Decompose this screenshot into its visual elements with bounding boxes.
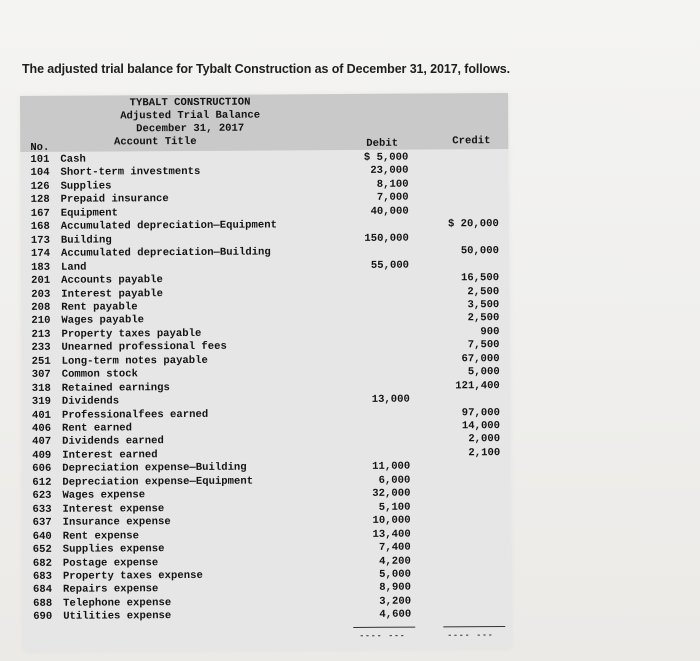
account-number: 174 (30, 247, 51, 261)
credit-amount: 16,500 (460, 272, 500, 285)
account-number: 104 (30, 167, 50, 180)
col-debit: Debit (366, 137, 399, 150)
debit-total-rule (353, 627, 415, 630)
account-number: 173 (30, 234, 50, 247)
debit-amount: 150,000 (364, 232, 409, 245)
account-title: Depreciation expense—Building (62, 461, 247, 476)
debit-total-placeholder: ---- --- (359, 631, 406, 641)
account-number: 128 (30, 194, 50, 207)
account-title: Repairs expense (62, 583, 159, 597)
debit-amount: 8,900 (379, 582, 412, 595)
statement-name: Adjusted Trial Balance (120, 109, 261, 123)
credit-amount: 3,500 (467, 299, 500, 312)
account-number: 251 (31, 355, 51, 368)
account-title: Rent earned (61, 422, 133, 435)
account-title: Land (61, 261, 87, 274)
debit-amount: 40,000 (370, 205, 409, 218)
credit-total-placeholder: ---- --- (447, 631, 494, 641)
account-title: Rent payable (61, 301, 138, 314)
account-title: Accumulated depreciation—Building (60, 246, 271, 260)
account-title: Prepaid insurance (60, 193, 169, 207)
credit-amount: 2,000 (468, 433, 501, 446)
account-title: Supplies expense (62, 543, 165, 556)
credit-amount: 2,500 (467, 312, 500, 325)
account-title: Interest payable (61, 287, 163, 301)
account-title: Short-term investments (60, 166, 201, 180)
account-title: Interest earned (62, 449, 158, 462)
account-title: Wages expense (62, 489, 146, 502)
account-title: Long-term notes payable (61, 354, 208, 368)
account-title: Rent expense (62, 529, 140, 543)
account-number: 612 (32, 476, 52, 489)
credit-amount: 5,000 (467, 366, 500, 379)
account-number: 633 (32, 503, 52, 516)
debit-amount: 13,400 (372, 528, 411, 541)
account-number: 213 (31, 328, 51, 341)
account-title: Accounts payable (61, 274, 163, 287)
debit-amount: 4,200 (379, 555, 411, 568)
account-title: Dividends (61, 395, 120, 408)
account-number: 682 (32, 557, 52, 570)
account-number: 203 (31, 288, 51, 301)
credit-amount: $ 20,000 (447, 218, 499, 231)
account-title: Property taxes expense (62, 569, 203, 583)
account-title: Insurance expense (62, 516, 171, 529)
account-title: Building (60, 234, 112, 247)
account-number: 407 (32, 436, 52, 449)
statement-date: December 31, 2017 (136, 122, 245, 136)
trial-balance-sheet (20, 93, 511, 651)
account-number: 684 (32, 584, 53, 597)
col-account-title: Account Title (113, 135, 197, 149)
account-number: 210 (31, 315, 51, 328)
account-number: 606 (32, 463, 52, 476)
debit-amount: 5,000 (379, 568, 411, 581)
account-title: Wages payable (61, 314, 145, 328)
debit-amount: 11,000 (372, 460, 411, 474)
account-number: 126 (30, 180, 50, 193)
account-title: Telephone expense (63, 596, 172, 610)
account-number: 208 (31, 301, 51, 314)
account-number: 637 (32, 516, 52, 530)
account-number: 401 (31, 409, 52, 422)
debit-amount: 7,000 (376, 191, 409, 205)
account-number: 233 (31, 342, 51, 355)
account-number: 690 (33, 611, 53, 624)
account-number: 101 (30, 153, 50, 166)
account-number: 319 (31, 395, 51, 409)
debit-amount: 8,100 (376, 178, 409, 191)
debit-amount: $ 5,000 (363, 151, 409, 164)
debit-amount: 4,600 (379, 608, 412, 622)
account-title: Equipment (60, 207, 118, 220)
account-title: Postage expense (62, 556, 159, 570)
debit-amount: 32,000 (372, 487, 411, 501)
debit-amount: 3,200 (379, 595, 412, 608)
account-number: 183 (31, 261, 51, 274)
account-number: 167 (30, 207, 50, 220)
account-number: 688 (33, 597, 53, 610)
debit-amount: 13,000 (371, 393, 410, 406)
account-title: Utilities expense (63, 610, 172, 624)
credit-amount: 14,000 (461, 420, 501, 433)
credit-amount: 7,500 (467, 339, 500, 352)
credit-amount: 50,000 (460, 245, 499, 258)
debit-amount: 55,000 (370, 259, 410, 272)
col-credit: Credit (452, 135, 491, 148)
credit-amount: 97,000 (461, 406, 500, 419)
debit-amount: 5,100 (378, 501, 411, 514)
account-title: Supplies (60, 180, 112, 193)
company-name: TYBALT CONSTRUCTION (129, 96, 251, 110)
table-row (23, 608, 511, 624)
account-title: Professionalfees earned (61, 408, 209, 422)
account-title: Cash (60, 153, 86, 166)
account-title: Dividends earned (62, 435, 164, 449)
account-title: Depreciation expense—Equipment (62, 475, 254, 489)
credit-amount: 121,400 (455, 379, 500, 392)
intro-text: The adjusted trial balance for Tybalt Construction as of December 31, 2017, follows. (22, 62, 511, 76)
account-number: 406 (31, 422, 52, 435)
credit-total-rule (443, 626, 505, 629)
account-title: Property taxes payable (61, 327, 202, 341)
account-title: Interest expense (62, 502, 165, 516)
account-number: 409 (32, 449, 52, 462)
col-no: No. (30, 141, 50, 154)
account-number: 318 (31, 382, 51, 395)
account-title: Retained earnings (61, 381, 170, 395)
account-number: 201 (31, 274, 51, 287)
account-number: 683 (32, 570, 53, 583)
account-title: Common stock (61, 368, 139, 381)
credit-amount: 2,100 (468, 446, 501, 460)
debit-amount: 6,000 (378, 474, 411, 487)
account-number: 307 (31, 369, 51, 382)
debit-amount: 10,000 (372, 514, 411, 527)
account-number: 168 (30, 221, 50, 234)
account-number: 652 (32, 543, 52, 556)
account-number: 623 (32, 490, 52, 503)
credit-amount: 900 (480, 325, 500, 339)
credit-amount: 2,500 (467, 285, 500, 298)
account-number: 640 (32, 530, 52, 543)
account-title: Unearned professional fees (61, 341, 227, 355)
credit-amount: 67,000 (461, 352, 500, 366)
debit-amount: 7,400 (378, 541, 411, 554)
debit-amount: 23,000 (370, 165, 409, 178)
account-title: Accumulated depreciation—Equipment (60, 219, 277, 234)
